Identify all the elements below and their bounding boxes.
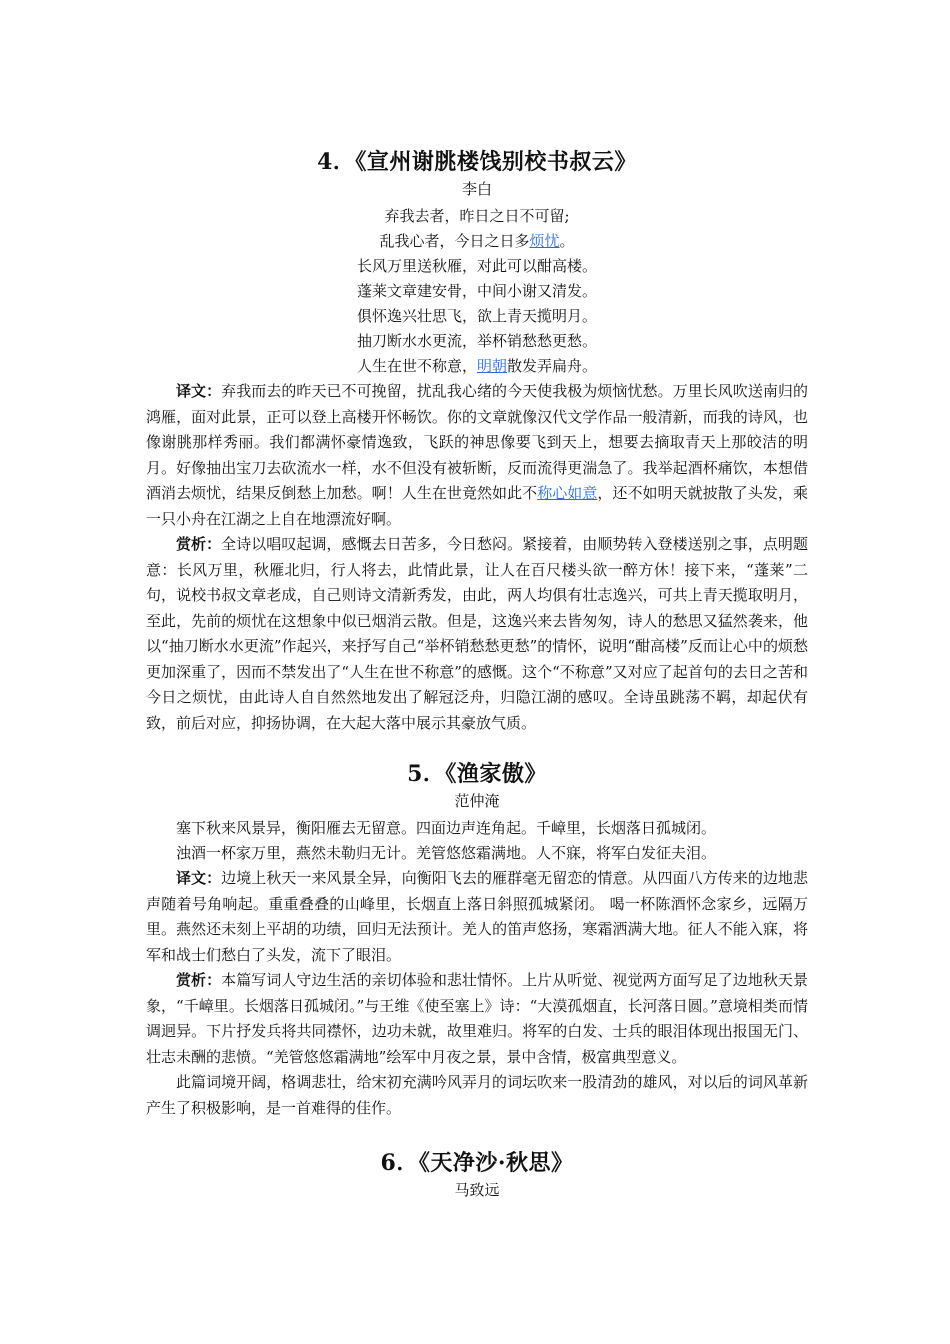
poem-line — [146, 354, 808, 379]
poem-line — [146, 279, 808, 304]
poem-line-text: 。 — [559, 232, 575, 250]
section-4-appreciation — [146, 532, 808, 736]
section-4-translation — [146, 379, 808, 532]
translation-text: 边境上秋天一来风景全异，向衡阳飞去的雁群毫无留恋的情意。从四面八方传来的边地悲声随着号角响起。重重叠叠的山峰里，长烟直上落日斜照孤城紧闭。 喝一杯陈酒怀念家乡，远隔万里。燕然还未刻上平胡的功绩，回归无法预计。羌人的笛声悠扬，寒霜洒满大地。征人不能入寐，将军和战士们愁白了头发，流下了眼泪。 — [146, 869, 808, 964]
ci-line: 浊酒一杯家万里，燕然未勒归无计。羌管悠悠霜满地。人不寐，将军白发征夫泪。 — [176, 844, 717, 862]
section-5-author: 范仲淹 — [454, 792, 500, 810]
translation-text: ，还不如明天就披散了头发，乘一只小舟在江湖之上自在地漂流好啊。 — [146, 484, 808, 528]
poem-line — [146, 304, 808, 329]
poem-line-text: 乱我心者，今日之日多 — [379, 232, 530, 250]
appreciation-text: 全诗以唱叹起调，感慨去日苦多，今日愁闷。紧接着，由顺势转入登楼送别之事，点明题意：长风万里，秋雁北归，行人将去，此情此景，让人在百尺楼头欲一醉方休！接下来，“蓬莱”二句，说校书叔文章老成，自己则诗文清新秀发，由此，两人均俱有壮志逸兴，可共上青天揽取明月，至此，先前的烦忧在这想象中似已烟消云散。但是，这逸兴来去皆匆匆，诗人的愁思又猛然袭来，他以“抽刀断水水更流”作起兴，来抒写自己“举杯销愁愁更愁”的情怀，说明“酣高楼”反而让心中的烦愁更加深重了，因而不禁发出了“人生在世不称意”的感慨。这个“不称意”又对应了起首句的去日之苦和今日之烦忧，由此诗人自自然然地发出了解冠泛舟，归隐江湖的感叹。全诗虽跳荡不羁，却起伏有致，前后对应，抑扬协调，在大起大落中展示其豪放气质。 — [146, 535, 808, 732]
translation-label: 译文： — [176, 382, 222, 400]
appreciation-label: 赏析： — [176, 535, 222, 553]
poem-line-text: 俱怀逸兴壮思飞，欲上青天揽明月。 — [356, 307, 597, 325]
poem-line-text: 长风万里送秋雁，对此可以酣高楼。 — [356, 257, 597, 275]
section-5-appreciation — [146, 968, 808, 1070]
hyperlink-chenxinruyi[interactable]: 称心如意 — [537, 484, 598, 502]
section-4-author: 李白 — [461, 180, 492, 198]
poem-line — [146, 204, 808, 229]
poem-line-text: 蓬莱文章建安骨，中间小谢又清发。 — [356, 282, 597, 300]
poem-line-text: 散发弄扁舟。 — [507, 357, 598, 375]
poem-line — [146, 229, 808, 254]
translation-text: 弃我而去的昨天已不可挽留，扰乱我心绪的今天使我极为烦恼忧愁。万里长风吹送南归的鸿雁，面对此景，正可以登上高楼开怀畅饮。你的文章就像汉代文学作品一般清新，而我的诗风，也像谢朓那样秀丽。我们都满怀豪情逸致，飞跃的神思像要飞到天上，想要去摘取青天上那皎洁的明月。好像抽出宝刀去砍流水一样，水不但没有被斩断，反而流得更湍急了。我举起酒杯痛饮，本想借酒消去烦忧，结果反倒愁上加愁。啊！人生在世竟然如此不 — [146, 382, 808, 502]
appreciation-text: 本篇写词人守边生活的亲切体验和悲壮情怀。上片从听觉、视觉两方面写足了边地秋天景象，“千嶂里。长烟落日孤城闭。”与王维《使至塞上》诗：“大漠孤烟直，长河落日圆。”意境相类而情调迥异。下片抒发兵将共同襟怀，边功未就，故里难归。将军的白发、士兵的眼泪体现出报国无门、壮志未酬的悲愤。“羌管悠悠霜满地”绘军中月夜之景，景中含情，极富典型意义。 — [146, 971, 808, 1066]
appreciation-label: 赏析： — [176, 971, 222, 989]
section-5-translation — [146, 866, 808, 968]
hyperlink-fanyou[interactable]: 烦忧 — [529, 232, 560, 250]
document-page — [146, 146, 808, 1205]
section-5-closing: 此篇词境开阔，格调悲壮，给宋初充满吟风弄月的词坛吹来一股清劲的雄风，对以后的词风革新产生了积极影响，是一首难得的佳作。 — [146, 1073, 808, 1117]
ci-line: 塞下秋来风景异，衡阳雁去无留意。四面边声连角起。千嶂里，长烟落日孤城闭。 — [176, 819, 717, 837]
section-6-title: 6．《天净沙·秋思》 — [380, 1150, 574, 1176]
section-4-title: 4．《宣州谢朓楼饯别校书叔云》 — [317, 149, 637, 175]
section-6-author: 马致远 — [454, 1181, 500, 1199]
poem-line-text: 抽刀断水水更流，举杯销愁愁更愁。 — [356, 332, 597, 350]
spacer — [146, 736, 808, 758]
poem-line-text: 人生在世不称意， — [356, 357, 477, 375]
poem-line-text: 弃我去者，昨日之日不可留; — [384, 207, 570, 225]
section-5-title: 5．《渔家傲》 — [407, 761, 547, 787]
poem-line — [146, 254, 808, 279]
translation-label: 译文： — [176, 869, 222, 887]
spacer — [146, 1121, 808, 1147]
hyperlink-mingzhao[interactable]: 明朝 — [476, 357, 507, 375]
poem-line — [146, 329, 808, 354]
